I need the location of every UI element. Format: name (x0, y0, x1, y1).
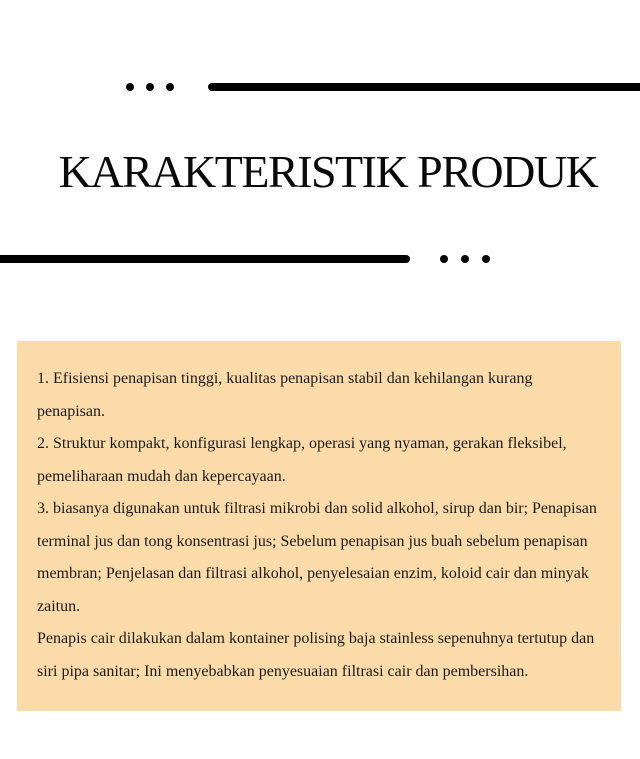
characteristics-box (17, 341, 621, 711)
decor-dot (146, 83, 154, 91)
decor-dot (166, 83, 174, 91)
decor-dot (440, 255, 448, 263)
decor-dot (461, 255, 469, 263)
decor-bar (208, 83, 640, 91)
decor-bar (0, 255, 410, 263)
decor-dot (482, 255, 490, 263)
characteristic-point-1: 1. Efisiensi penapisan tinggi, kualitas penapisan stabil dan kehilangan kurang penapisan. (37, 370, 533, 420)
top-decoration (0, 80, 640, 94)
characteristic-point-3: 3. biasanya digunakan untuk filtrasi mikrobi dan solid alkohol, sirup dan bir; Penapisan terminal jus dan tong konsentrasi jus; Sebelum penapisan jus buah sebelum penapisan membran; Penjelasan dan filtrasi alkohol, penyelesaian enzim, koloid cair dan minyak zaitun. (37, 500, 597, 615)
bottom-decoration (0, 252, 640, 266)
page-title: KARAKTERISTIK PRODUK (58, 146, 598, 197)
characteristic-point-2: 2. Struktur kompakt, konfigurasi lengkap, operasi yang nyaman, gerakan fleksibel, pemeliharaan mudah dan kepercayaan. (37, 435, 567, 485)
decor-dot (126, 83, 134, 91)
characteristic-note: Penapis cair dilakukan dalam kontainer polising baja stainless sepenuhnya tertutup dan siri pipa sanitar; Ini menyebabkan penyesuaian filtrasi cair dan pembersihan. (37, 630, 595, 680)
